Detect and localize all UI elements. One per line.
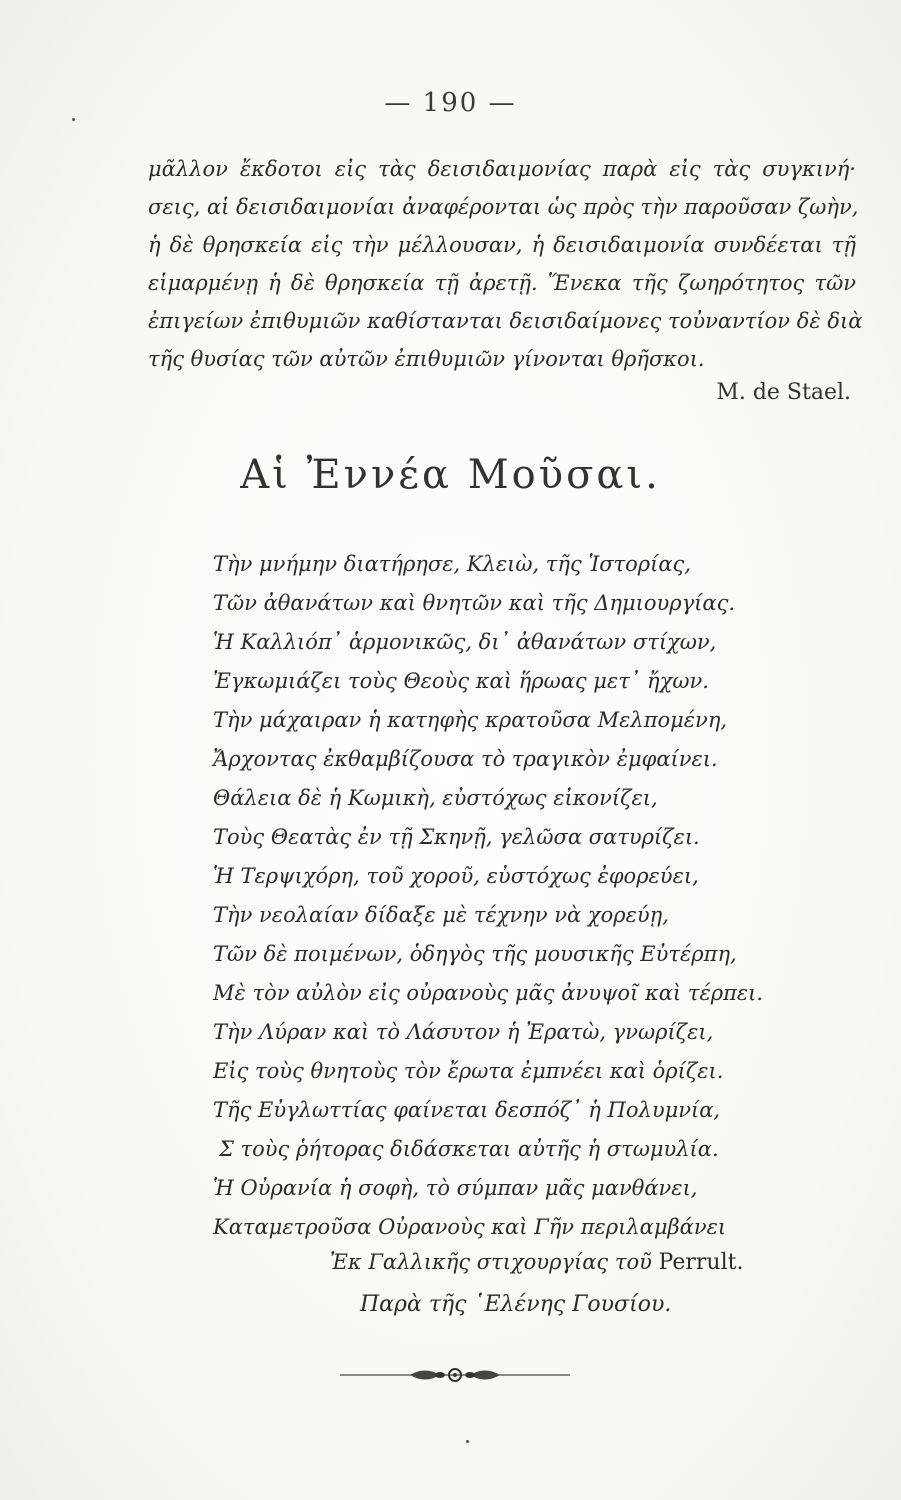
prose-line: εἱμαρμένῃ ἡ δὲ θρησκεία τῇ ἀρετῇ. Ἕνεκα τῆς ζωηρότητος τῶν [148, 271, 856, 295]
prose-line: ἐπιγείων ἐπιθυμιῶν καθίστανται δεισιδαίμονες τοὐναντίον δὲ διὰ [148, 309, 863, 333]
prose-paragraph [148, 150, 863, 378]
poem-line: Ἄρχοντας ἐκθαμβίζουσα τὸ τραγικὸν ἐμφαίνει. [213, 747, 718, 771]
prose-line: μᾶλλον ἔκδοτοι εἰς τὰς δεισιδαιμονίας παρὰ εἰς τὰς συγκινή· [148, 157, 856, 181]
page-number: — 190 — [384, 88, 517, 118]
ink-speck [72, 118, 75, 121]
poem-line: Θάλεια δὲ ἡ Κωμικὴ, εὐστόχως εἰκονίζει, [213, 786, 658, 810]
poem-line: Τὴν μνήμην διατήρησε, Κλειὼ, τῆς Ἱστορίας, [213, 552, 691, 576]
poem-body [213, 545, 833, 1247]
prose-attribution: M. de Stael. [716, 380, 851, 405]
prose-line: σεις, αἱ δεισιδαιμονίαι ἀναφέρονται ὡς πρὸς τὴν παροῦσαν ζωὴν, [148, 195, 859, 219]
poem-line: Τῆς Εὐγλωττίας φαίνεται δεσπόζ᾽ ἡ Πολυμνία, [213, 1098, 721, 1122]
poem-line: Σ τοὺς ῥήτορας διδάσκεται αὐτῆς ἡ στωμυλία. [219, 1137, 719, 1161]
poem-line: Εἰς τοὺς θνητοὺς τὸν ἔρωτα ἐμπνέει καὶ ὁρίζει. [213, 1059, 724, 1083]
prose-line: ἡ δὲ θρησκεία εἰς τὴν μέλλουσαν, ἡ δεισιδαιμονία συνδέεται τῇ [148, 233, 856, 257]
poem-translator: Παρὰ τῆς ῾Ελένης Γουσίου. [360, 1292, 672, 1317]
poem-source [330, 1250, 743, 1275]
prose-line: τῆς θυσίας τῶν αὐτῶν ἐπιθυμιῶν γίνονται θρῆσκοι. [148, 347, 705, 371]
poem-line: Τῶν ἀθανάτων καὶ θνητῶν καὶ τῆς Δημιουργίας. [213, 591, 736, 615]
ink-speck [466, 1440, 469, 1443]
poem-source-text: Ἐκ Γαλλικῆς στιχουργίας τοῦ [330, 1250, 652, 1274]
poem-line: Τὴν νεολαίαν δίδαξε μὲ τέχνην νὰ χορεύῃ, [213, 903, 669, 927]
poem-title: Αἱ Ἐννέα Μοῦσαι. [240, 452, 661, 498]
poem-source-author: Perrult. [658, 1250, 744, 1275]
poem-line: Μὲ τὸν αὐλὸν εἰς οὐρανοὺς μᾶς ἀνυψοῖ καὶ τέρπει. [213, 981, 764, 1005]
poem-line: Τὴν Λύραν καὶ τὸ Λάσυτον ἡ Ἐρατὼ, γνωρίζει, [213, 1020, 714, 1044]
poem-line: Τῶν δὲ ποιμένων, ὁδηγὸς τῆς μουσικῆς Εὐτέρπη, [213, 942, 737, 966]
poem-line: Ἡ Τερψιχόρη, τοῦ χοροῦ, εὐστόχως ἐφορεύει, [213, 864, 699, 888]
poem-line: Ἡ Οὐρανία ἡ σοφὴ, τὸ σύμπαν μᾶς μανθάνει, [213, 1176, 698, 1200]
poem-line: Τὴν μάχαιραν ἡ κατηφὴς κρατοῦσα Μελπομένη, [213, 708, 728, 732]
poem-line: Τοὺς Θεατὰς ἐν τῇ Σκηνῇ, γελῶσα σατυρίζει. [213, 825, 700, 849]
poem-line: Ἐγκωμιάζει τοὺς Θεοὺς καὶ ἥρωας μετ᾽ ἤχων. [213, 669, 709, 693]
poem-line: Καταμετροῦσα Οὐρανοὺς καὶ Γῆν περιλαμβάνει [213, 1215, 727, 1239]
ornament-divider-icon [340, 1360, 570, 1390]
poem-line: Ἡ Καλλιόπ᾽ ἁρμονικῶς, δι᾽ ἀθανάτων στίχων, [213, 630, 717, 654]
